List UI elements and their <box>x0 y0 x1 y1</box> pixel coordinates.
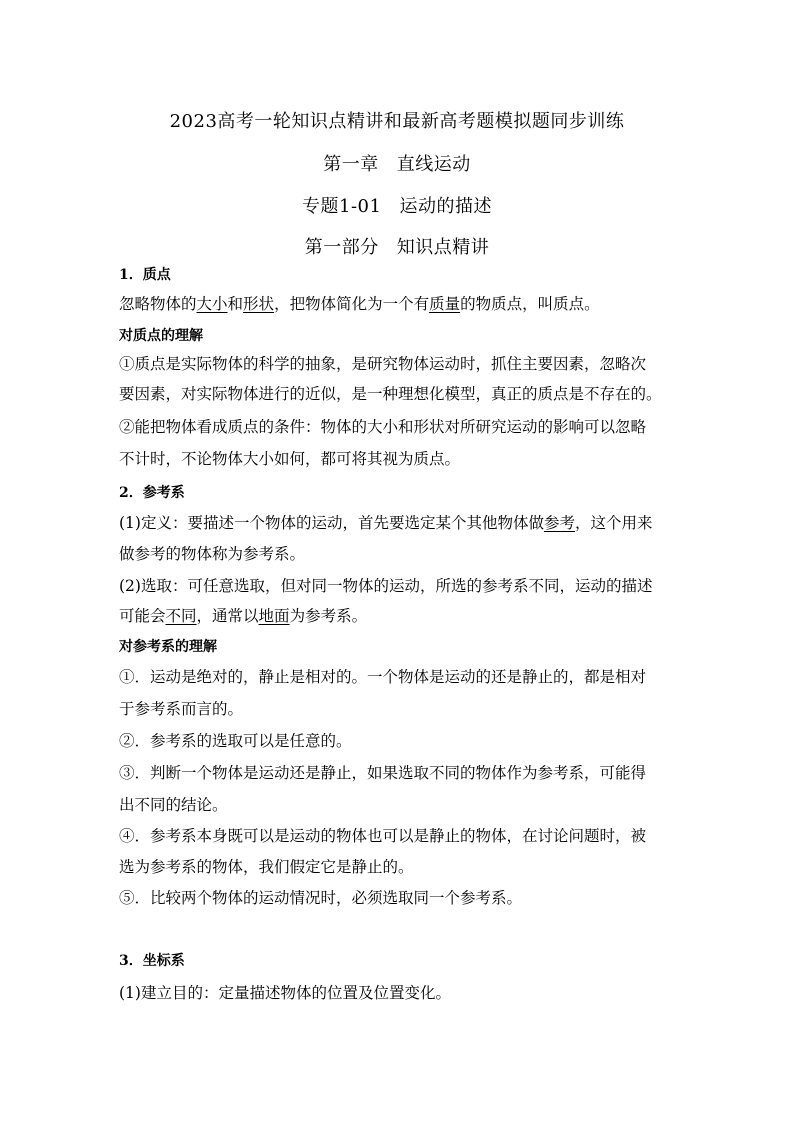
part-number: 第一部分 <box>304 237 379 258</box>
paragraph-line: ②能把物体看成质点的条件：物体的大小和形状对所研究运动的影响可以忽略 <box>119 418 647 436</box>
text-run: 和 <box>227 295 244 313</box>
text-run: (1)定义：要描述一个物体的运动，首先要选定某个其他物体做 <box>119 514 544 532</box>
text-run: 可能会 <box>119 607 166 625</box>
section-heading-particle: 1．质点 <box>119 267 171 283</box>
section-heading-coordinate-system: 3．坐标系 <box>119 953 185 969</box>
topic-title <box>0 192 794 218</box>
chapter-name: 直线运动 <box>396 154 471 175</box>
underlined-term: 参考 <box>543 514 575 532</box>
paragraph-line: ①质点是实际物体的科学的抽象，是研究物体运动时，抓住主要因素，忽略次 <box>119 355 647 373</box>
section-heading-reference-frame: 2．参考系 <box>119 485 185 501</box>
paragraph-line: 要因素，对实际物体进行的近似，是一种理想化模型，真正的质点是不存在的。 <box>119 385 662 403</box>
list-item: ⑤．比较两个物体的运动情况时，必须选取同一个参考系。 <box>119 889 523 907</box>
paragraph-line: 不计时，不论物体大小如何，都可将其视为质点。 <box>119 450 461 468</box>
paragraph-line: (2)选取：可任意选取，但对同一物体的运动，所选的参考系不同，运动的描述 <box>119 577 653 595</box>
reference-frame-definition <box>119 513 681 533</box>
underlined-term: 大小 <box>196 295 228 313</box>
text-run: 为参考系。 <box>289 607 368 625</box>
list-item: ①．运动是绝对的，静止是相对的。一个物体是运动的还是静止的，都是相对 <box>119 668 647 686</box>
text-run: ，这个用来 <box>574 514 653 532</box>
topic-name: 运动的描述 <box>399 196 492 217</box>
particle-definition <box>119 294 681 314</box>
paragraph-line: 做参考的物体称为参考系。 <box>119 545 306 563</box>
document-title: 2023高考一轮知识点精讲和最新高考题模拟题同步训练 <box>169 111 625 132</box>
list-item: ③．判断一个物体是运动还是静止，如果选取不同的物体作为参考系，可能得 <box>119 764 647 782</box>
part-title <box>0 233 794 259</box>
paragraph-line: (1)建立目的：定量描述物体的位置及位置变化。 <box>119 984 451 1002</box>
text-run: 忽略物体的 <box>119 295 197 313</box>
list-item-continuation: 于参考系而言的。 <box>119 700 244 718</box>
text-run: ，通常以 <box>196 607 259 625</box>
underlined-term: 地面 <box>258 607 290 625</box>
underlined-term: 不同 <box>165 607 197 625</box>
list-item-continuation: 出不同的结论。 <box>119 796 228 814</box>
text-run: 的物质点，叫质点。 <box>460 295 600 313</box>
text-run: ，把物体简化为一个有 <box>274 295 430 313</box>
part-name: 知识点精讲 <box>396 237 490 258</box>
topic-number: 专题1-01 <box>302 196 382 217</box>
list-item: ②．参考系的选取可以是任意的。 <box>119 732 352 750</box>
underlined-term: 形状 <box>243 295 275 313</box>
chapter-number: 第一章 <box>323 154 379 175</box>
list-item-continuation: 选为参考系的物体，我们假定它是静止的。 <box>119 858 414 876</box>
subheading-reference-understanding: 对参考系的理解 <box>119 639 217 655</box>
reference-frame-selection <box>119 606 681 626</box>
subheading-particle-understanding: 对质点的理解 <box>119 328 203 344</box>
underlined-term: 质量 <box>429 295 461 313</box>
list-item: ④．参考系本身既可以是运动的物体也可以是静止的物体，在讨论问题时，被 <box>119 827 647 845</box>
chapter-title <box>0 150 794 176</box>
